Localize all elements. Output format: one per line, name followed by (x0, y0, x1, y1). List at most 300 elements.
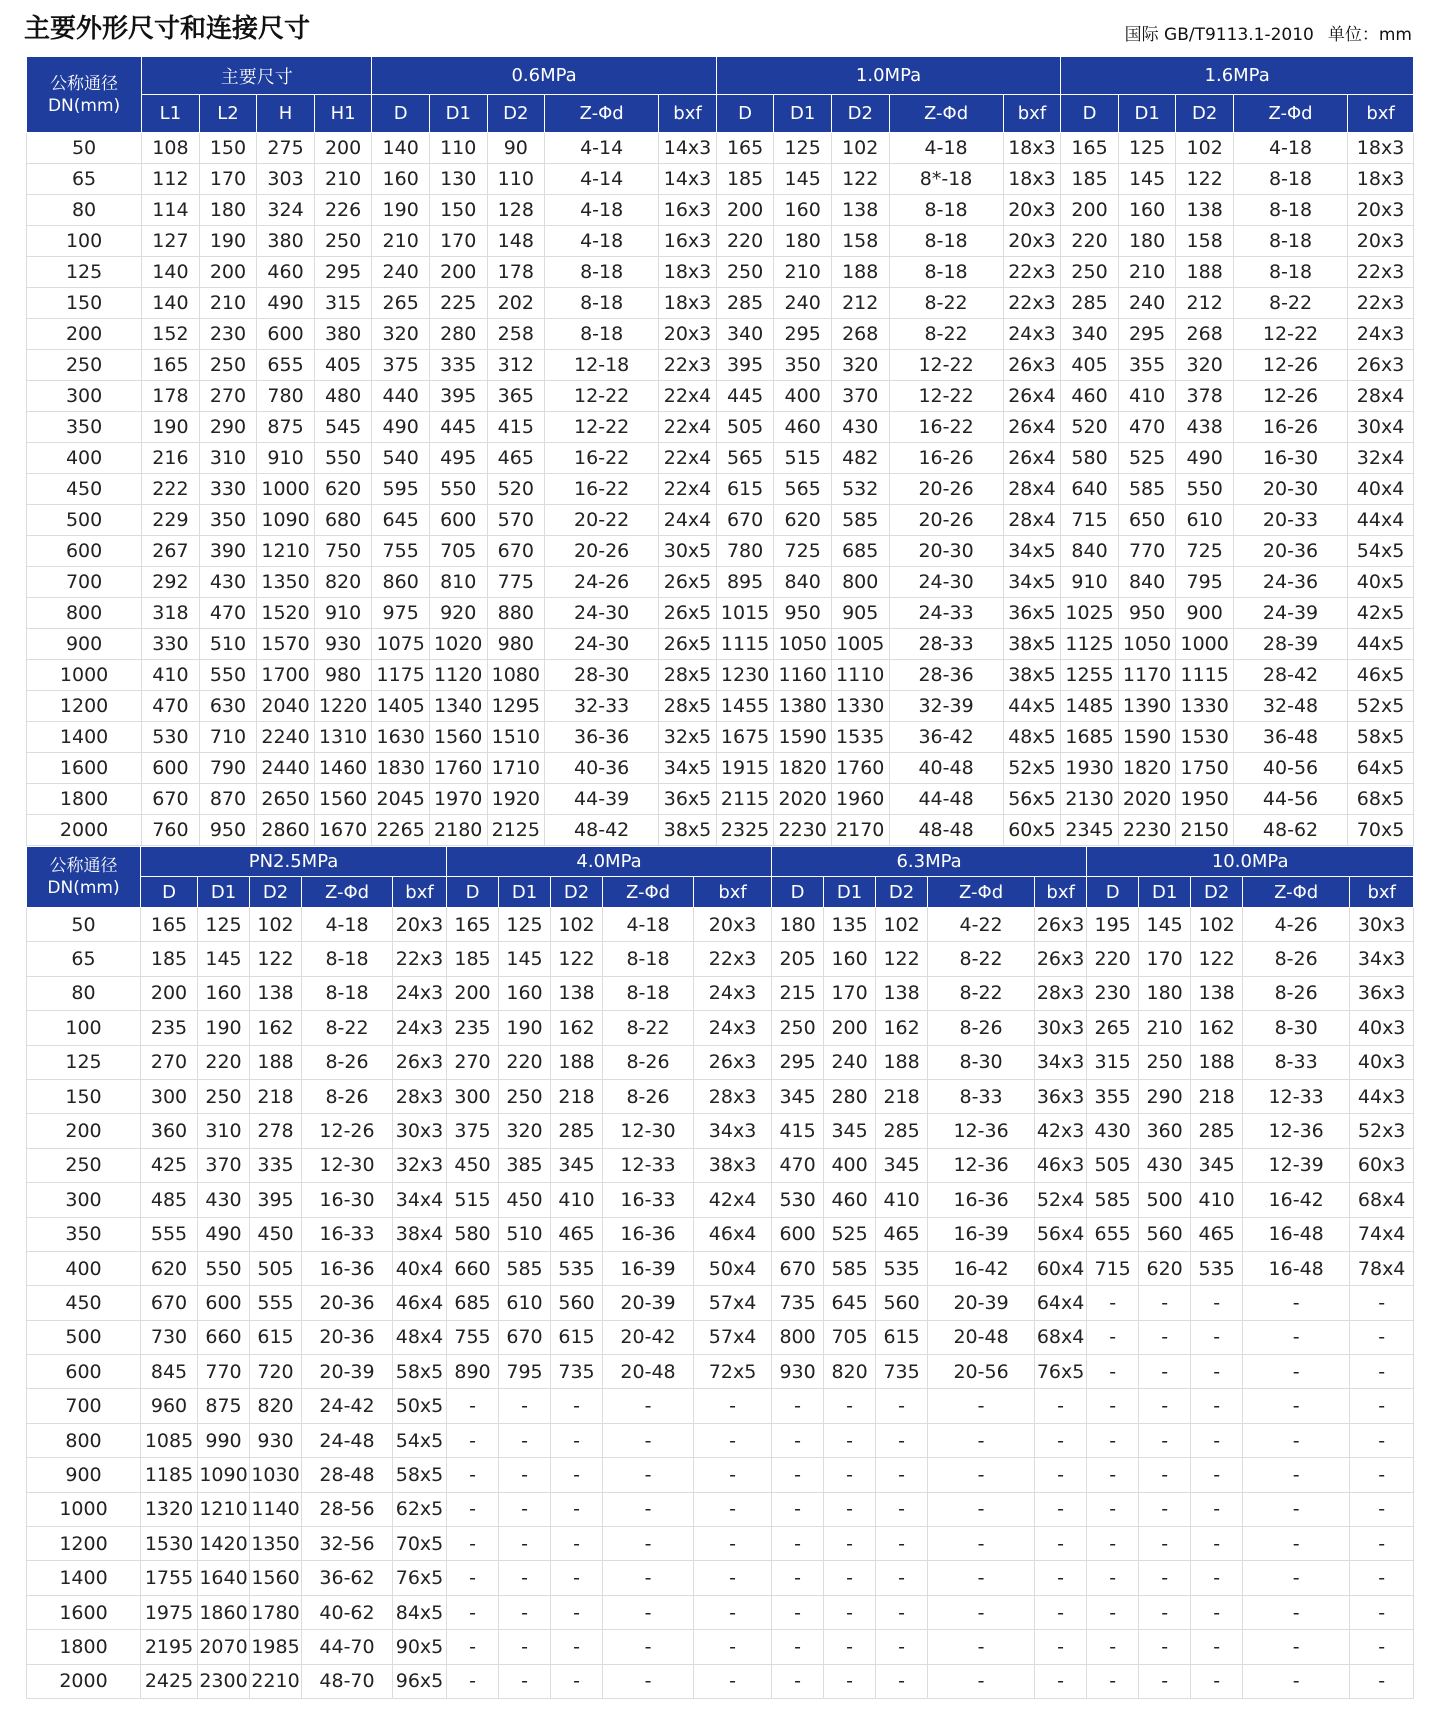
table-cell: 16-30 (1233, 443, 1347, 474)
table-cell: 108 (142, 133, 200, 164)
table-cell: 320 (499, 1114, 551, 1148)
table-cell: - (447, 1389, 499, 1423)
table-cell: 58x5 (393, 1458, 447, 1492)
table-cell: 32-56 (302, 1527, 393, 1561)
table-cell: 4-18 (302, 908, 393, 942)
table-cell: 16-39 (928, 1217, 1035, 1251)
table-cell: 26x3 (1035, 908, 1087, 942)
dn-cell: 125 (27, 1045, 141, 1079)
table-cell: 1115 (1176, 660, 1234, 691)
table-cell: 26x4 (1003, 412, 1061, 443)
table-cell: 34x3 (1350, 942, 1414, 976)
table-cell: 780 (257, 381, 315, 412)
table-cell: 28x3 (393, 1079, 447, 1113)
table-cell: 150 (199, 133, 257, 164)
table-cell: 250 (772, 1011, 824, 1045)
table-cell: - (1350, 1389, 1414, 1423)
table-cell: 2180 (429, 815, 487, 846)
table-cell: 705 (429, 536, 487, 567)
table-cell: 930 (250, 1423, 302, 1457)
column-header: Z-Φd (1233, 95, 1347, 133)
table-cell: - (603, 1664, 694, 1698)
table-cell: 138 (1176, 195, 1234, 226)
table-cell: 685 (447, 1286, 499, 1320)
table-cell: 1320 (141, 1492, 198, 1526)
table-cell: 680 (314, 505, 372, 536)
table-cell: - (1350, 1595, 1414, 1629)
table-cell: 42x5 (1348, 598, 1414, 629)
table-cell: 34x5 (1003, 536, 1061, 567)
table-cell: - (1087, 1286, 1139, 1320)
dn-cell: 700 (27, 1389, 141, 1423)
table-cell: 18x3 (1003, 164, 1061, 195)
table-cell: 12-39 (1243, 1148, 1350, 1182)
table-cell: 200 (314, 133, 372, 164)
table-cell: 1510 (487, 722, 545, 753)
table-cell: 1920 (487, 784, 545, 815)
table-cell: 8-18 (1233, 164, 1347, 195)
table-cell: 1560 (250, 1561, 302, 1595)
table-cell: 395 (716, 350, 774, 381)
table-cell: 735 (876, 1355, 928, 1389)
table-row (27, 474, 1414, 505)
table-row (27, 784, 1414, 815)
table-cell: 185 (141, 942, 198, 976)
table-cell: - (1087, 1320, 1139, 1354)
table-cell: 670 (499, 1320, 551, 1354)
table-cell: 24-42 (302, 1389, 393, 1423)
table-cell: 76x5 (393, 1561, 447, 1595)
table-cell: 36-36 (545, 722, 659, 753)
table-cell: 125 (198, 908, 250, 942)
table-cell: 2210 (250, 1664, 302, 1698)
table-cell: - (1035, 1458, 1087, 1492)
table-cell: 1520 (257, 598, 315, 629)
table-cell: - (1191, 1561, 1243, 1595)
table-cell: 1390 (1118, 691, 1176, 722)
table-cell: 880 (487, 598, 545, 629)
table-cell: - (551, 1458, 603, 1492)
table-cell: 50x4 (694, 1251, 772, 1285)
table-cell: 8-26 (603, 1079, 694, 1113)
table-cell: - (447, 1527, 499, 1561)
table-cell: 1255 (1061, 660, 1119, 691)
table-cell: - (1243, 1561, 1350, 1595)
table-cell: - (1350, 1527, 1414, 1561)
table-cell: 2170 (831, 815, 889, 846)
table-cell: 16-36 (928, 1183, 1035, 1217)
table-cell: 220 (1087, 942, 1139, 976)
table-cell: 292 (142, 567, 200, 598)
table-cell: 2240 (257, 722, 315, 753)
table-cell: 1675 (716, 722, 774, 753)
table-cell: 72x5 (694, 1355, 772, 1389)
table-row (27, 1045, 1414, 1079)
table-row (27, 1079, 1414, 1113)
table-cell: 610 (499, 1286, 551, 1320)
table-cell: 20-26 (545, 536, 659, 567)
table-cell: 1050 (774, 629, 832, 660)
table-cell: - (447, 1561, 499, 1595)
table-cell: - (1087, 1595, 1139, 1629)
table-cell: 770 (1118, 536, 1176, 567)
table-cell: - (1139, 1389, 1191, 1423)
table-cell: 1780 (250, 1595, 302, 1629)
group-header-main-dimensions: 主要尺寸 (142, 57, 372, 95)
table-row (27, 443, 1414, 474)
table-cell: - (1139, 1664, 1191, 1698)
table-cell: - (772, 1458, 824, 1492)
table-cell: 12-22 (545, 381, 659, 412)
table-cell: 48-70 (302, 1664, 393, 1698)
group-header-0.6mpa: 0.6MPa (372, 57, 716, 95)
table-cell: 200 (1061, 195, 1119, 226)
table-cell: - (1087, 1389, 1139, 1423)
table-cell: 26x5 (659, 567, 717, 598)
table-cell: 36-62 (302, 1561, 393, 1595)
table-cell: 40x3 (1350, 1011, 1414, 1045)
table-cell: 138 (250, 976, 302, 1010)
table-cell: 180 (772, 908, 824, 942)
table-cell: 230 (199, 319, 257, 350)
table-cell: 335 (429, 350, 487, 381)
table-cell: 16-42 (1243, 1183, 1350, 1217)
table-cell: 395 (250, 1183, 302, 1217)
table-cell: 210 (1118, 257, 1176, 288)
table-cell: 1350 (257, 567, 315, 598)
table-cell: 34x5 (659, 753, 717, 784)
table-cell: 24x3 (694, 976, 772, 1010)
table-cell: - (603, 1561, 694, 1595)
table-row (27, 319, 1414, 350)
table-cell: 980 (487, 629, 545, 660)
table-cell: - (603, 1595, 694, 1629)
table-cell: 90x5 (393, 1630, 447, 1664)
table-cell: 22x4 (659, 443, 717, 474)
table-cell: 165 (447, 908, 499, 942)
table-row (27, 1389, 1414, 1423)
table-cell: 1560 (429, 722, 487, 753)
table-cell: 30x3 (1350, 908, 1414, 942)
table-cell: 505 (716, 412, 774, 443)
table-cell: 2265 (372, 815, 430, 846)
table-cell: 48-48 (889, 815, 1003, 846)
table-cell: 1030 (250, 1458, 302, 1492)
table-cell: 135 (824, 908, 876, 942)
table-cell: 16-36 (603, 1217, 694, 1251)
table-cell: 240 (774, 288, 832, 319)
table-cell: 16-36 (302, 1251, 393, 1285)
table-cell: - (1139, 1527, 1191, 1561)
dn-cell: 65 (27, 942, 141, 976)
table-cell: 8-22 (889, 319, 1003, 350)
dn-cell: 350 (27, 412, 142, 443)
table-cell: 310 (198, 1114, 250, 1148)
table-cell: - (499, 1561, 551, 1595)
table-row (27, 1183, 1414, 1217)
table-cell: 127 (142, 226, 200, 257)
table-cell: 36-48 (1233, 722, 1347, 753)
table-cell: 8-18 (1233, 226, 1347, 257)
column-header: L2 (199, 95, 257, 133)
table-cell: 505 (250, 1251, 302, 1285)
table-cell: 250 (499, 1079, 551, 1113)
table-cell: 1755 (141, 1561, 198, 1595)
table-cell: 229 (142, 505, 200, 536)
table-cell: 930 (314, 629, 372, 660)
table-cell: 8-22 (928, 942, 1035, 976)
table-cell: 28-36 (889, 660, 1003, 691)
table-cell: 60x5 (1003, 815, 1061, 846)
table-cell: 410 (551, 1183, 603, 1217)
table-cell: 380 (314, 319, 372, 350)
table-cell: 290 (199, 412, 257, 443)
table-cell: 670 (487, 536, 545, 567)
table-cell: 2115 (716, 784, 774, 815)
table-cell: 490 (372, 412, 430, 443)
table-cell: 315 (314, 288, 372, 319)
column-header: Z-Φd (545, 95, 659, 133)
table-cell: 490 (257, 288, 315, 319)
table-cell: 20-26 (889, 505, 1003, 536)
table-cell: - (603, 1389, 694, 1423)
table-cell: 290 (1139, 1079, 1191, 1113)
table-cell: 162 (551, 1011, 603, 1045)
table-cell: 165 (1061, 133, 1119, 164)
table-cell: 860 (372, 567, 430, 598)
dn-cell: 1200 (27, 691, 142, 722)
dn-cell: 250 (27, 350, 142, 381)
table-cell: 16-48 (1243, 1251, 1350, 1285)
table-cell: 470 (142, 691, 200, 722)
table-cell: - (694, 1389, 772, 1423)
table-cell: 655 (1087, 1217, 1139, 1251)
table-cell: 46x4 (393, 1286, 447, 1320)
column-header: D2 (1176, 95, 1234, 133)
table-cell: - (824, 1561, 876, 1595)
table-cell: 8-22 (928, 976, 1035, 1010)
table-cell: 40-56 (1233, 753, 1347, 784)
column-header: D (447, 877, 499, 908)
table-cell: 600 (142, 753, 200, 784)
table-cell: 24x3 (393, 976, 447, 1010)
table-cell: - (499, 1664, 551, 1698)
table-cell: 295 (1118, 319, 1176, 350)
table-cell: 84x5 (393, 1595, 447, 1629)
table-cell: 610 (1176, 505, 1234, 536)
table-cell: 1310 (314, 722, 372, 753)
table-cell: 28-56 (302, 1492, 393, 1526)
table-cell: 1380 (774, 691, 832, 722)
column-header: bxf (1035, 877, 1087, 908)
table-cell: - (499, 1527, 551, 1561)
table-cell: - (824, 1527, 876, 1561)
table-cell: 1455 (716, 691, 774, 722)
table-cell: - (694, 1423, 772, 1457)
table-cell: 600 (772, 1217, 824, 1251)
table-cell: 160 (198, 976, 250, 1010)
table-cell: 595 (372, 474, 430, 505)
table-cell: 34x3 (694, 1114, 772, 1148)
table-cell: 330 (142, 629, 200, 660)
table-cell: 755 (372, 536, 430, 567)
table-cell: 2345 (1061, 815, 1119, 846)
table-cell: 430 (198, 1183, 250, 1217)
table-cell: 820 (250, 1389, 302, 1423)
table-cell: 235 (447, 1011, 499, 1045)
table-cell: 185 (716, 164, 774, 195)
table-cell: 12-33 (1243, 1079, 1350, 1113)
table-cell: 200 (199, 257, 257, 288)
table-cell: 218 (250, 1079, 302, 1113)
dimensions-table-low-pressure (26, 56, 1414, 846)
table-cell: - (1035, 1389, 1087, 1423)
table-cell: 8-33 (928, 1079, 1035, 1113)
table-cell: 715 (1061, 505, 1119, 536)
table-cell: 220 (716, 226, 774, 257)
dn-cell: 50 (27, 133, 142, 164)
table-cell: - (603, 1492, 694, 1526)
table-cell: 910 (1061, 567, 1119, 598)
table-cell: 1050 (1118, 629, 1176, 660)
table-row (27, 815, 1414, 846)
table-cell: 1125 (1061, 629, 1119, 660)
table-cell: 190 (372, 195, 430, 226)
table-cell: 525 (824, 1217, 876, 1251)
table-cell: 485 (141, 1183, 198, 1217)
table-cell: 1420 (198, 1527, 250, 1561)
dn-cell: 2000 (27, 1664, 141, 1698)
table-cell: - (1139, 1355, 1191, 1389)
table-cell: 170 (1139, 942, 1191, 976)
table-cell: 375 (447, 1114, 499, 1148)
table-cell: 395 (429, 381, 487, 412)
table-cell: 200 (141, 976, 198, 1010)
table-cell: 450 (447, 1148, 499, 1182)
dn-cell: 1000 (27, 1492, 141, 1526)
table-cell: 267 (142, 536, 200, 567)
table-cell: 480 (314, 381, 372, 412)
table-row (27, 1114, 1414, 1148)
table-cell: 36-42 (889, 722, 1003, 753)
dn-cell: 1400 (27, 722, 142, 753)
table-cell: 1405 (372, 691, 430, 722)
dn-cell: 50 (27, 908, 141, 942)
table-cell: 250 (1061, 257, 1119, 288)
table-cell: 840 (1061, 536, 1119, 567)
table-cell: 188 (831, 257, 889, 288)
table-cell: - (1350, 1630, 1414, 1664)
table-cell: 42x4 (694, 1183, 772, 1217)
table-cell: 510 (499, 1217, 551, 1251)
table-cell: 560 (876, 1286, 928, 1320)
table-cell: 28-48 (302, 1458, 393, 1492)
table-cell: - (1191, 1595, 1243, 1629)
dn-cell: 150 (27, 288, 142, 319)
table-cell: - (603, 1630, 694, 1664)
table-cell: 430 (1139, 1148, 1191, 1182)
table-cell: - (1087, 1423, 1139, 1457)
table-cell: 1085 (141, 1423, 198, 1457)
table-cell: 705 (824, 1320, 876, 1354)
dn-cell: 400 (27, 443, 142, 474)
column-header: D1 (198, 877, 250, 908)
table-cell: 240 (372, 257, 430, 288)
table-cell: 16-48 (1243, 1217, 1350, 1251)
table-cell: 405 (1061, 350, 1119, 381)
table-cell: 870 (199, 784, 257, 815)
table-cell: 1175 (372, 660, 430, 691)
table-row (27, 1492, 1414, 1526)
table-cell: 52x3 (1350, 1114, 1414, 1148)
column-header: D2 (831, 95, 889, 133)
column-header: L1 (142, 95, 200, 133)
table-row (27, 350, 1414, 381)
table-cell: 2230 (774, 815, 832, 846)
table-cell: 46x3 (1035, 1148, 1087, 1182)
table-cell: - (772, 1423, 824, 1457)
table-cell: 140 (142, 288, 200, 319)
table-cell: 460 (1061, 381, 1119, 412)
table-cell: 16-26 (889, 443, 1003, 474)
table-cell: 32-39 (889, 691, 1003, 722)
table-row (27, 1355, 1414, 1389)
table-row (27, 381, 1414, 412)
table-cell: 460 (257, 257, 315, 288)
table-cell: 188 (1176, 257, 1234, 288)
table-cell: 24x4 (659, 505, 717, 536)
table-cell: 22x3 (393, 942, 447, 976)
column-header: bxf (393, 877, 447, 908)
dn-cell: 100 (27, 1011, 141, 1045)
table-cell: 270 (141, 1045, 198, 1079)
dn-cell: 800 (27, 598, 142, 629)
table-cell: 285 (551, 1114, 603, 1148)
table-cell: 54x5 (393, 1423, 447, 1457)
dn-cell: 1200 (27, 1527, 141, 1561)
table-cell: 585 (499, 1251, 551, 1285)
table-cell: 1075 (372, 629, 430, 660)
table-cell: 210 (1139, 1011, 1191, 1045)
table-cell: 515 (447, 1183, 499, 1217)
table-cell: 2440 (257, 753, 315, 784)
table-cell: - (928, 1595, 1035, 1629)
table-cell: 2020 (774, 784, 832, 815)
table-cell: - (499, 1595, 551, 1629)
table-cell: - (447, 1423, 499, 1457)
table-row (27, 1148, 1414, 1182)
table-cell: 340 (716, 319, 774, 350)
table-cell: 12-26 (1233, 381, 1347, 412)
table-cell: 18x3 (659, 257, 717, 288)
table-cell: 1230 (716, 660, 774, 691)
table-cell: 200 (824, 1011, 876, 1045)
table-cell: 800 (772, 1320, 824, 1354)
table-cell: 318 (142, 598, 200, 629)
table-cell: 2125 (487, 815, 545, 846)
table-cell: 2045 (372, 784, 430, 815)
table-cell: - (603, 1423, 694, 1457)
table-cell: 280 (429, 319, 487, 350)
table-cell: 12-22 (889, 381, 1003, 412)
column-header: D1 (429, 95, 487, 133)
table-cell: 26x3 (1348, 350, 1414, 381)
table-cell: 285 (876, 1114, 928, 1148)
table-cell: - (551, 1492, 603, 1526)
table-cell: - (1191, 1423, 1243, 1457)
table-row (27, 1320, 1414, 1354)
table-cell: - (876, 1664, 928, 1698)
